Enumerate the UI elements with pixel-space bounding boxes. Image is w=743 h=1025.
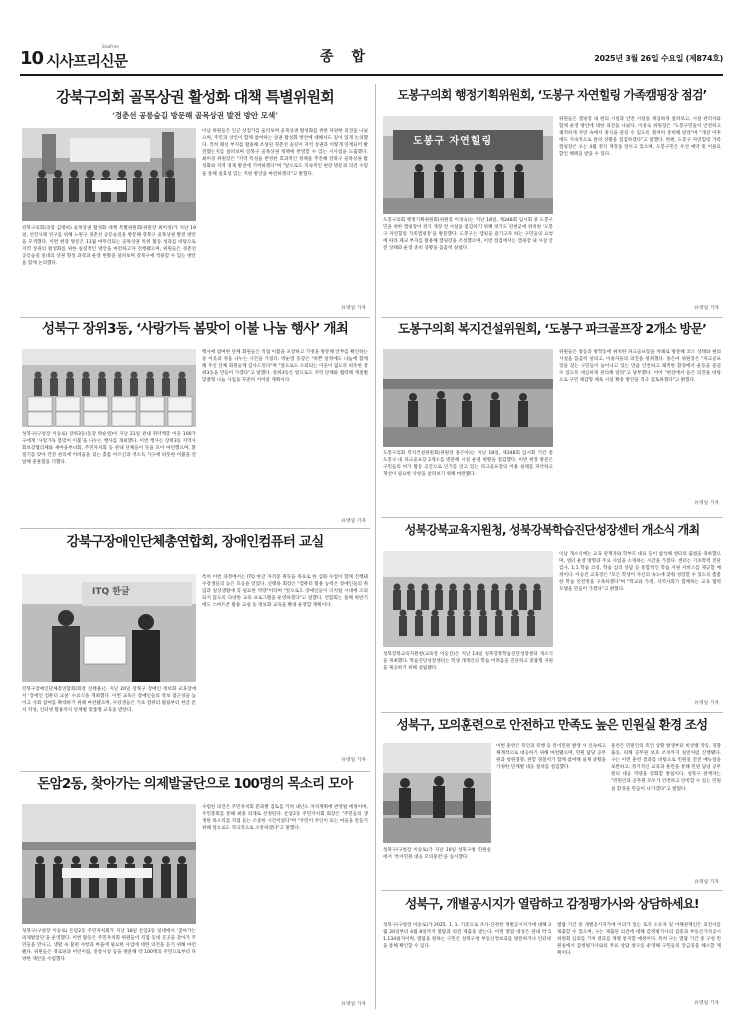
body-text: 이번 교육은 장애인들의 정보 접근성을 높이고 사회 참여를 확대하기 위해 마련됐으며, 수강생들은 기초 컴퓨터 활용부터 한글 문서 작성, 인터넷 활용까지 단계별 맞춤형 교육을 받았다. <box>22 694 196 714</box>
article-body-right: 수렴된 의견은 주민자치회 분과별 검토를 거쳐 내년도 자치계획에 반영될 예정이며, 주민총회를 통해 최종 의제로 선정된다. 돈암2동 주민자치회 회장은 "주민들의 생생한 목소리를 직접 듣는 소중한 시간이었다"며 "주민이 주인이 되는 마을을 만들기 위해 앞으로도 적극적으로 소통하겠다"고 말했다. <box>202 805 368 832</box>
photo-caption: 강북구의회(의장 김명희) 골목상권 활성화 대책 특별위원회(위원장 최미경)가 지난 19일, 선진사례 연구를 위해 노원구 경춘선 공릉숲길을 방문해 강북구 골목상권 발전 방안을 모색했다. <box>22 226 196 246</box>
byline: 유영일 기자 <box>694 1001 719 1006</box>
article-body-right: 위원들은 캠핑장 내 편의 시설과 안전 시설을 세심하게 살펴보고, 시설 관리자와 함께 운영 방안에 대한 의견을 나눴다. 이경숙 위원장은 "도봉구민들이 안전하고 쾌적하게 자연 속에서 휴식을 즐길 수 있도록 철저히 준비해 달라"며 "개장 이후에도 지속적으로 관리 상황을 점검하겠다"고 말했다. 한편, 도봉구 자연힐링 가족캠핑장은 오는 4월 정식 개장을 앞두고 있으며, 도봉구민은 우선 예약 및 이용료 할인 혜택을 받을 수 있다. <box>559 117 721 158</box>
subhead: ‘경춘선 공릉숲길 방문해 골목상권 발전 방안 모색’ <box>112 111 278 120</box>
article-body-right: 열람 기간 중 개별공시지가에 이의가 있는 토지 소유자 및 이해관계인은 의견서를 제출할 수 있으며, 구는 제출된 의견에 대해 감정평가사의 검증과 부동산가격공시위원회 심의를 거쳐 결과를 개별 통지할 예정이다. 특히 구는 열람 기간 중 구청 민원실에서 감정평가사와의 무료 상담 창구를 운영해 구민들의 궁금증을 해소할 계획이다. <box>557 923 721 957</box>
article-body-left: 도봉구의회 복지건설위원회(위원장 홍은아)는 지난 18일, 제348회 임시회 기간 중 도봉구 내 파크골프장 2개소를 방문해 시설 운영 현황을 점검했다. 이번 현장 방문은 구민들의 여가 활동 공간으로 인기를 얻고 있는 파크골프장의 이용 실태를 파악하고 개선이 필요한 사항을 살펴보기 위해 마련됐다. <box>383 451 553 478</box>
photo-sign: ITQ 한글 <box>92 587 130 597</box>
article-body-right: 행사에 참여한 단체 회원들은 직접 이불을 포장하고 가정을 방문해 안부를 확인하는 등 이웃과 정을 나누는 시간을 가졌다. 박순영 동장은 "바쁜 일정에도 나눔에 함께해 주신 단체 회원들께 감사드린다"며 "앞으로도 소외되는 이웃이 없도록 따뜻한 장위3동을 만들어 가겠다"고 말했다. 장위3동은 앞으로도 지역 단체와 협력해 계절별 맞춤형 나눔 사업을 꾸준히 이어갈 계획이다. <box>202 350 368 384</box>
article-dobong-welfare <box>381 321 723 515</box>
byline: 유영일 기자 <box>341 1002 366 1007</box>
row-divider <box>381 517 723 518</box>
article-body-left <box>22 686 196 764</box>
article-jangwi3dong <box>20 321 370 526</box>
photo-computer-class <box>22 574 196 682</box>
byline: 유영일 기자 <box>341 306 366 311</box>
article-body-left <box>22 431 196 523</box>
article-civil-drill <box>381 717 723 887</box>
row-divider <box>381 317 723 318</box>
article-donam2dong <box>20 776 370 1009</box>
byline: 유영일 기자 <box>341 519 366 524</box>
photo-issue-team <box>22 804 196 924</box>
article-body-right: 이날 위원들은 인근 상점가를 둘러보며 골목상권 활성화를 위한 다양한 의견을 나눴으며, 주민과 상인이 함께 참여하는 상권 활성화 방안에 대해서도 깊이 있게 논의했다. 특히 폐선 부지를 활용해 조성된 경춘선 숲길이 지역 상권과 어떻게 연계되어 발전했는지를 살펴보며 강북구 골목상권 정책에 반영할 수 있는 시사점을 도출했다. 최미경 위원장은 "지역 특성을 반영한 효과적인 정책을 추진해 강북구 골목상권 활성화와 지역 경제 발전에 기여하겠다"며 "앞으로도 지속적인 현장 방문과 의견 수렴을 통해 실효성 있는 지원 방안을 마련하겠다"고 밝혔다. <box>202 129 368 177</box>
photo-parkgolf <box>383 349 553 447</box>
article-body-right: 위원들은 창동과 방학동에 위치한 파크골프장을 차례로 방문해 코스 상태와 편의 시설을 꼼꼼히 살피고, 이용자들의 의견을 청취했다. 홍은아 위원장은 "파크골프장을 찾는 구민들이 늘어나고 있는 만큼 안전하고 쾌적한 환경에서 운동을 즐길 수 있도록 세심하게 관리해 달라"고 당부했다. 이어 "현장에서 들은 의견을 바탕으로 구민 체감형 체육 시설 확충 방안을 적극 검토하겠다"고 밝혔다. <box>559 350 721 384</box>
issue-date: 2025년 3월 26일 수요일 (제874호) <box>594 54 723 63</box>
row-divider <box>20 317 370 318</box>
article-land-price <box>381 896 723 1009</box>
paper-name-en: SisaFree <box>102 44 119 49</box>
paper-name: 시사프리신문 <box>46 52 127 70</box>
article-body-left: 도봉구의회 행정기획위원회(위원장 이경숙)는 지난 18일, 제348회 임시회 중 도봉구민을 위한 캠핑장이 정식 개장 전 시설을 점검하기 위해 경기도 연천군에 위치한 ‘도봉구 자연힐링 가족캠핑장’을 방문했다. 도봉구는 캠핑을 즐기고자 하는 구민들의 요청에 따라 폐교 부지를 활용해 캠핑장을 조성했으며, 이번 점검에서는 캠핑장 내 시설 안전 상태와 운영 준비 상황을 꼼꼼히 살폈다. <box>383 218 553 252</box>
photo-group <box>22 128 196 221</box>
article-education-office <box>381 523 723 709</box>
row-divider <box>381 890 723 891</box>
photo-sign: 도봉구 자연힐링 <box>413 136 493 147</box>
headline: 성북구, 개별공시지가 열람하고 감정평가사와 상담하세요! <box>405 896 699 911</box>
photo-caption: 성북구(구청장 이승로) 돈암2동 주민자치회가 지난 18일 돈암2동 일대에서 ‘찾아가는 의제발굴단’을 운영했다. <box>22 929 196 942</box>
headline: 강북구장애인단체총연합회, 장애인컴퓨터 교실 <box>66 534 324 550</box>
section-title: 종합 <box>320 49 384 65</box>
headline: 성북강북교육지원청, 성북강북학습진단성장센터 개소식 개최 <box>404 523 700 537</box>
row-divider <box>381 712 723 713</box>
photo-caption: 성북구(구청장 이승로)가 지난 10일 성북구청 민원실에서 ‘특이민원 대응 모의훈련’을 실시했다. <box>383 848 491 861</box>
article-body-left: 성북구(구청장 이승로)가 2025. 1. 1. 기준으로 조사·산정한 개별공시지가에 대해 3월 20일부터 4월 8일까지 열람과 의견 제출을 받는다. 이번 열람 대상은 관내 약 51,134필지이며, 열람을 원하는 구민은 성북구청 부동산정보과를 방문하거나 인터넷을 통해 확인할 수 있다. <box>383 923 551 950</box>
photo-camping <box>383 116 553 214</box>
photo-opening-ceremony <box>383 551 553 647</box>
article-gangbuk-council <box>20 88 370 314</box>
article-body-right: 특히 이번 과정에서는 ITQ 한글 자격증 취득을 목표로 한 심화 수업이 함께 진행돼 수강생들의 높은 호응을 얻었다. 신태용 회장은 "컴퓨터 활용 능력은 장애인들의 취업과 일상생활에 꼭 필요한 역량"이라며 "앞으로도 장애인들이 디지털 시대에 소외되지 않도록 다양한 교육 프로그램을 운영하겠다"고 말했다. 연합회는 올해 하반기에도 스마트폰 활용 교실 등 정보화 교육을 확대 운영할 계획이다. <box>202 575 368 609</box>
headline: 성북구, 모의훈련으로 안전하고 만족도 높은 민원실 환경 조성 <box>396 717 708 732</box>
headline: 돈암2동, 찾아가는 의제발굴단으로 100명의 목소리 모아 <box>37 776 353 792</box>
article-body-right: 훈련은 민원인의 폭언 상황 발생부터 비상벨 작동, 경찰 출동, 피해 공무원 보호 조치까지 실전처럼 진행됐다. 구는 이번 훈련 결과를 바탕으로 민원실 안전 매뉴얼을 보완하고, 정기적인 교육과 훈련을 통해 민원 담당 공무원의 대응 역량을 강화할 방침이다. 성북구 관계자는 "민원인과 공무원 모두가 안전하고 만족할 수 있는 민원실 환경을 만들어 나가겠다"고 밝혔다. <box>611 744 721 792</box>
article-disabled-computer-class <box>20 534 370 768</box>
byline: 유영일 기자 <box>694 306 719 311</box>
byline: 유영일 기자 <box>694 501 719 506</box>
byline: 유영일 기자 <box>694 701 719 706</box>
photo-blanket-event <box>22 349 196 427</box>
headline: 도봉구의회 복지건설위원회, ‘도봉구 파크골프장 2개소 방문’ <box>397 321 707 336</box>
headline: 강북구의회 골목상권 활성화 대책 특별위원회 <box>56 88 334 106</box>
article-body-right: 이날 개소식에는 교육 관계자와 학부모 대표 등이 참석해 센터의 출범을 축하했으며, 센터 운영 방향과 주요 사업을 소개하는 시간을 가졌다. 센터는 기초학력 진단 검사, 1:1 학습 코칭, 학습 심리 상담 등 통합적인 학습 지원 서비스를 제공할 예정이다. 이승진 교육장은 "모든 학생이 자신의 속도에 맞춰 성장할 수 있도록 촘촘한 학습 안전망을 구축하겠다"며 "학교와 가정, 지역사회가 함께하는 교육 협력 모델을 만들어 가겠다"고 밝혔다. <box>559 552 721 593</box>
headline: 성북구 장위3동, ‘사랑가득 봄맞이 이불 나눔 행사’ 개최 <box>42 321 348 337</box>
article-dobong-admin <box>381 88 723 314</box>
body-text: 이번 활동은 주민자치회 위원들이 직접 동네 곳곳을 찾아가 주민들을 만나고, 생활 속 불편 사항과 마을에 필요한 사업에 대한 의견을 듣기 위해 마련됐다. 위원들은 경로당과 어린이집, 전통시장 등을 방문해 약 100명의 주민으로부터 다양한 제안을 수렴했다. <box>22 936 196 963</box>
masthead-rule <box>20 74 723 76</box>
photo-caption: 강북구장애인단체총연합회(회장 신태용)는 지난 20일 강북구 장애인 정보화 교육장에서 ‘장애인 컴퓨터 교실’ 수료식을 개최했다. <box>22 687 196 700</box>
row-divider <box>20 771 370 772</box>
byline: 유영일 기자 <box>694 880 719 885</box>
photo-caption: 성북강북교육지원청(교육장 이승진)은 지난 14일 성북강북학습진단성장센터 개소식을 개최했다. 학습진단성장센터는 학생 개개인의 학습 어려움을 진단하고 맞춤형 지원을 제공하기 위해 설립됐다. <box>383 652 553 672</box>
byline: 유영일 기자 <box>341 758 366 763</box>
center-column-rule <box>375 84 376 1009</box>
article-body-left <box>22 225 196 311</box>
masthead <box>20 40 723 80</box>
article-body-left: 이번 훈련은 폭언과 폭행 등 특이민원 발생 시 신속하고 체계적으로 대응하기 위해 마련됐으며, 민원 담당 공무원과 청원경찰, 관할 경찰서가 함께 참여해 실제 상황을 가정한 단계별 대응 절차를 점검했다. <box>496 744 606 771</box>
photo-caption: 성북구(구청장 이승로) 장위3동(동장 박순영)이 지난 21일 관내 취약계층 이웃 100가구에게 ‘사랑가득 봄맞이 이불’을 나누는 행사를 개최했다. <box>22 432 196 445</box>
body-text: 이번 현장 방문은 11월 마무리되는 골목상권 특위 활동 성과를 바탕으로 지역 상권의 활성화를 위한 실질적인 방안을 마련하고자 진행됐으며, 위원들은 경춘선 공릉숲길 일대의 상권 형성 과정과 운영 현황을 살펴보며 강북구에 적용할 수 있는 방안을 함께 논의했다. <box>22 240 196 267</box>
photo-drill <box>383 743 491 843</box>
article-body-left <box>22 928 196 1008</box>
row-divider <box>20 528 370 529</box>
page-number: 10 <box>20 48 44 69</box>
body-text: 이번 행사는 장위3동 지역사회보장협의체와 새마을부녀회, 주민자치회 등 관내 단체들이 뜻을 모아 마련했으며, 환절기를 맞아 건강 관리에 어려움을 겪는 홀몸 어르신과 저소득 가구에 따뜻한 이불을 전달해 훈훈함을 더했다. <box>22 439 196 466</box>
headline: 도봉구의회 행정기획위원회, ‘도봉구 자연힐링 가족캠핑장 점검’ <box>397 88 707 102</box>
